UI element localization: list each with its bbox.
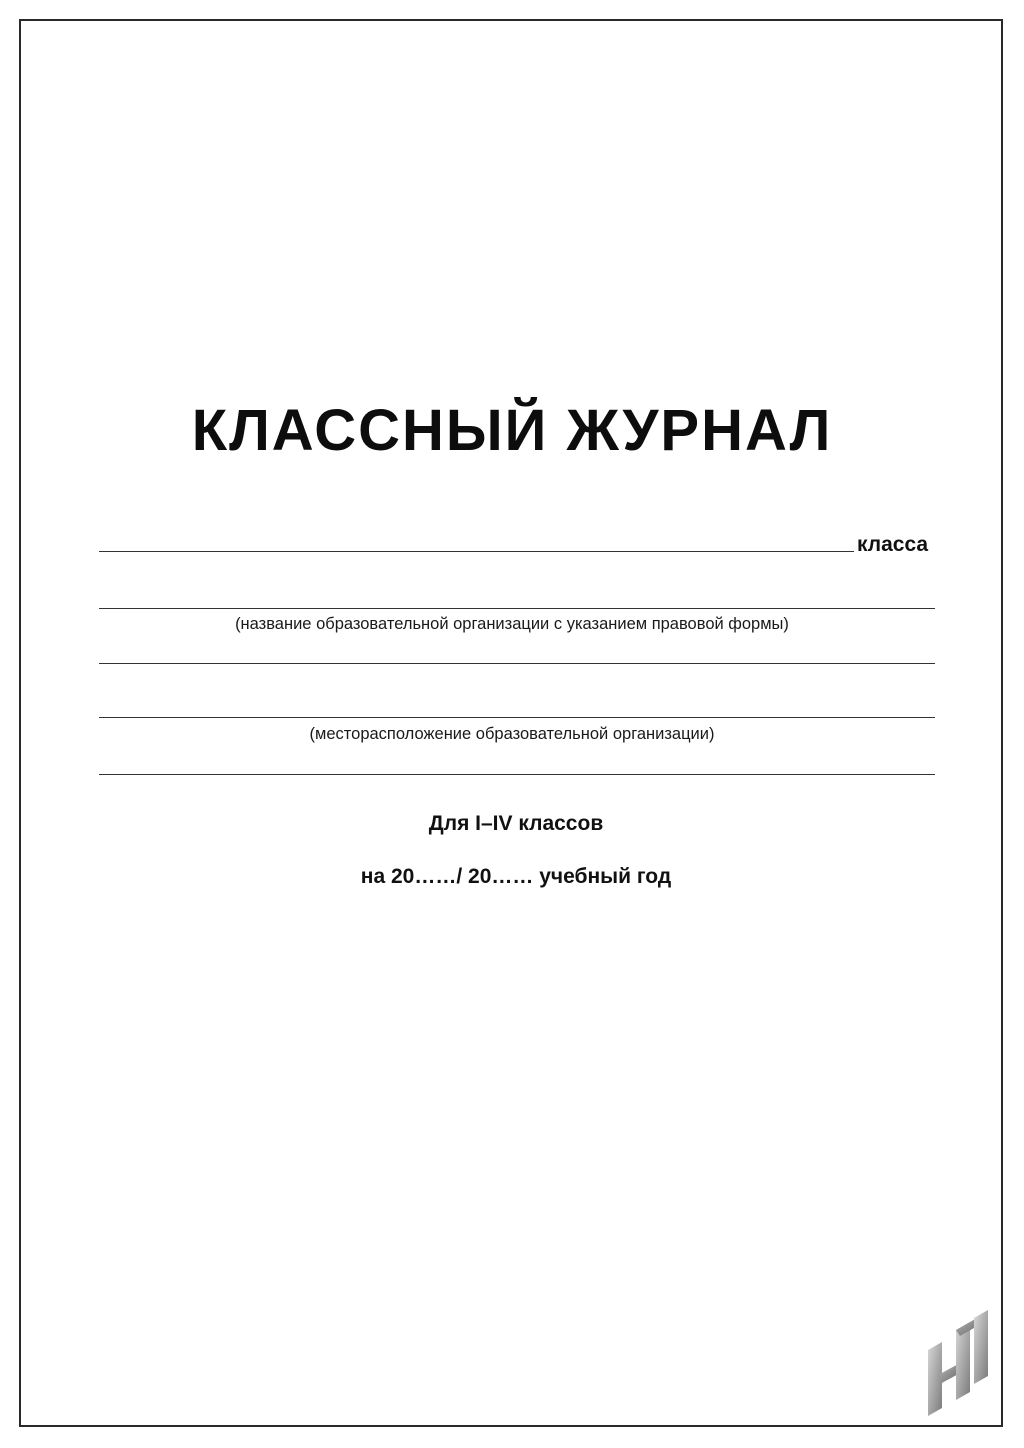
journal-title: КЛАССНЫЙ ЖУРНАЛ	[191, 398, 833, 463]
grades-line: Для I–IV классов	[428, 812, 604, 835]
class-label: класса	[857, 533, 929, 556]
academic-year-line: на 20……/ 20…… учебный год	[360, 865, 672, 888]
org-location-caption: (месторасположение образовательной организации)	[309, 725, 715, 743]
org-name-line-2	[99, 663, 935, 664]
page-border	[19, 19, 1003, 1427]
org-location-line	[99, 717, 935, 718]
publisher-logo-icon	[922, 1300, 992, 1418]
org-name-caption: (название образовательной организации с указанием правовой формы)	[235, 615, 789, 633]
org-location-line-2	[99, 774, 935, 775]
class-name-line	[99, 551, 854, 552]
org-name-line	[99, 608, 935, 609]
